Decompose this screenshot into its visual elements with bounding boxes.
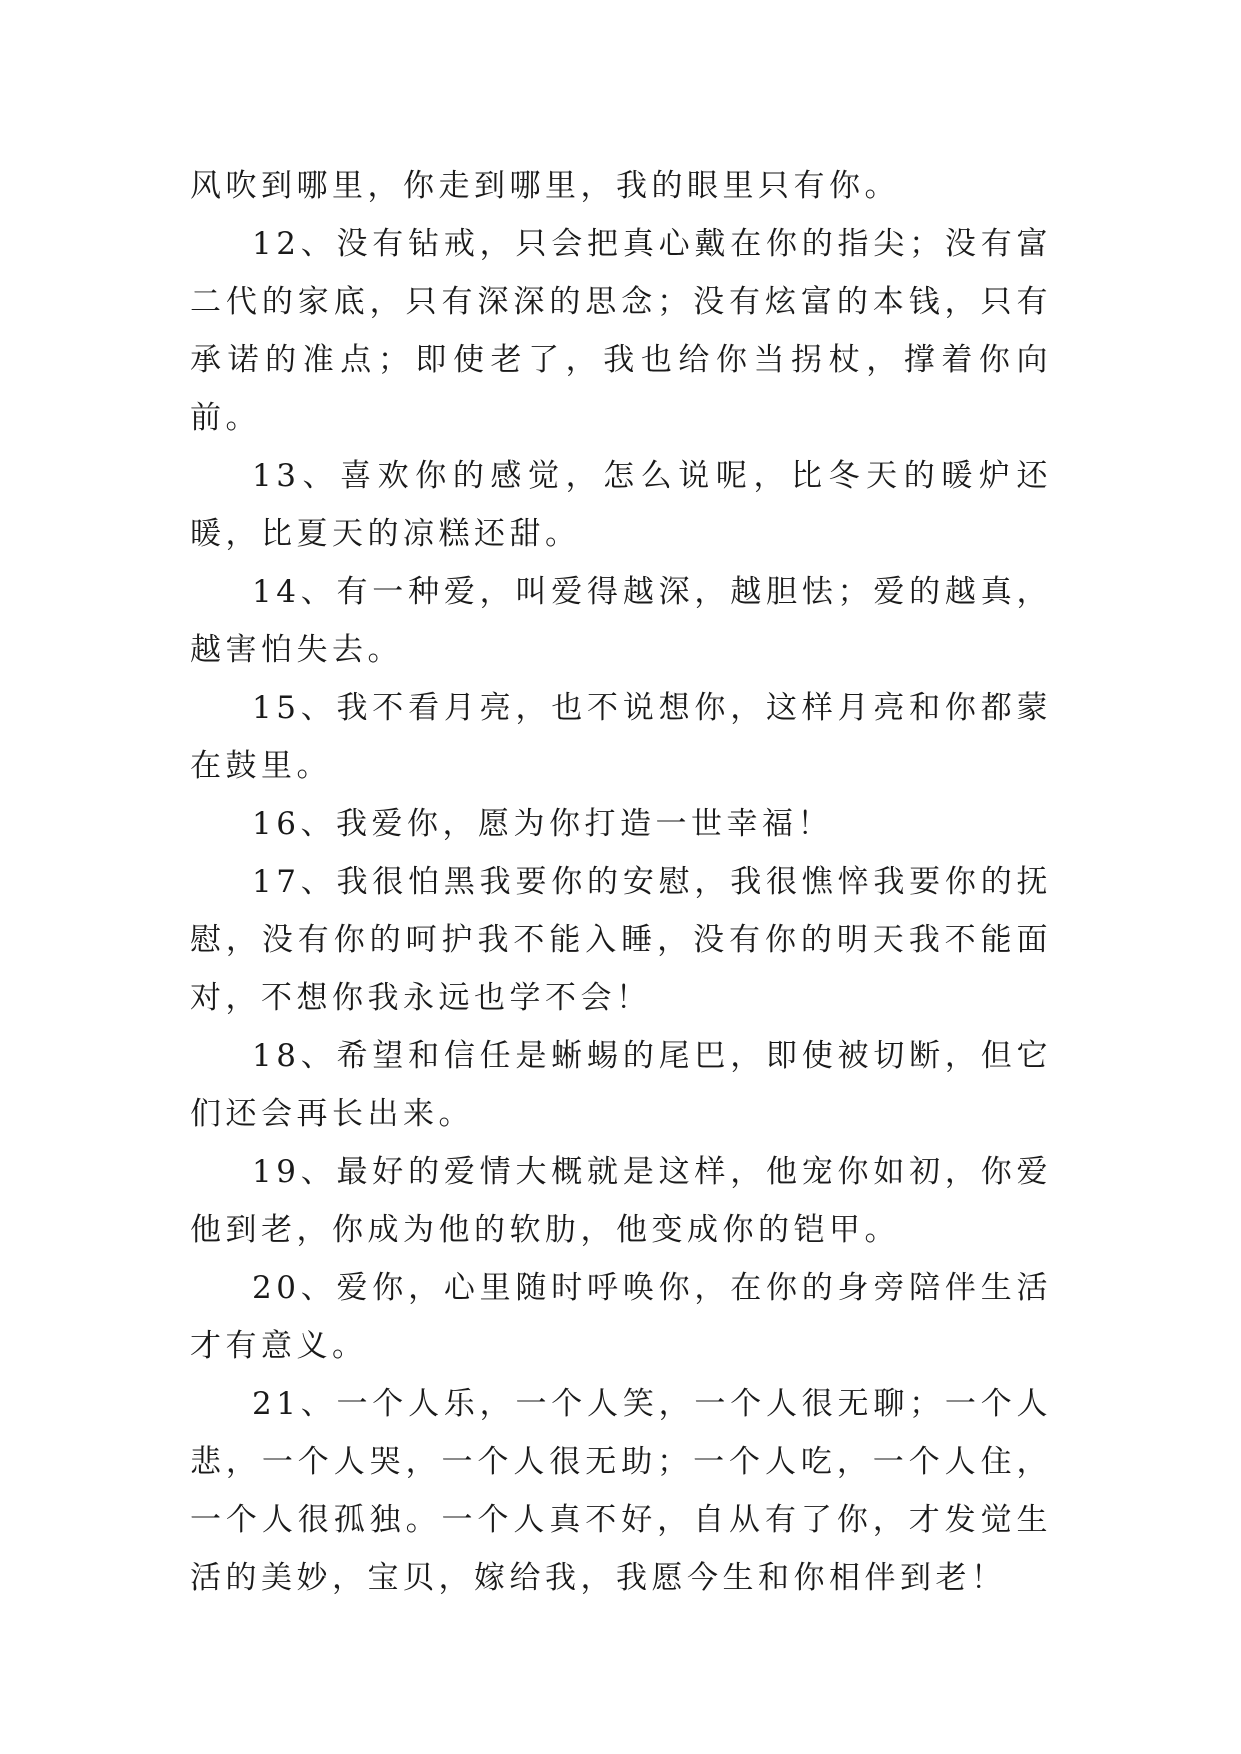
paragraph-21: 21、一个人乐，一个人笑，一个人很无聊；一个人悲，一个人哭，一个人很无助；一个人吃，一个人住，一个人很孤独。一个人真不好，自从有了你，才发觉生活的美妙，宝贝，嫁给我，我愿今生和你相伴到老！ [190,1386,1052,1596]
paragraph-17: 17、我很怕黑我要你的安慰，我很憔悴我要你的抚慰，没有你的呵护我不能入睡，没有你的明天我不能面对，不想你我永远也学不会！ [190,864,1052,1016]
paragraph-16: 16、我爱你，愿为你打造一世幸福！ [252,806,833,842]
paragraph-18: 18、希望和信任是蜥蜴的尾巴，即使被切断，但它们还会再长出来。 [190,1038,1052,1132]
document-body [190,157,1052,1607]
paragraph-1: 风吹到哪里，你走到哪里，我的眼里只有你。 [190,168,900,204]
paragraph-20: 20、爱你，心里随时呼唤你，在你的身旁陪伴生活才有意义。 [190,1270,1052,1364]
paragraph-14: 14、有一种爱，叫爱得越深，越胆怯；爱的越真，越害怕失去。 [190,574,1052,668]
paragraph-12: 12、没有钻戒，只会把真心戴在你的指尖；没有富二代的家底，只有深深的思念；没有炫富的本钱，只有承诺的准点；即使老了，我也给你当拐杖，撑着你向前。 [190,226,1052,436]
paragraph-19: 19、最好的爱情大概就是这样，他宠你如初，你爱他到老，你成为他的软肋，他变成你的铠甲。 [190,1154,1052,1248]
paragraph-15: 15、我不看月亮，也不说想你，这样月亮和你都蒙在鼓里。 [190,690,1052,784]
paragraph-13: 13、喜欢你的感觉，怎么说呢，比冬天的暖炉还暖，比夏天的凉糕还甜。 [190,458,1052,552]
